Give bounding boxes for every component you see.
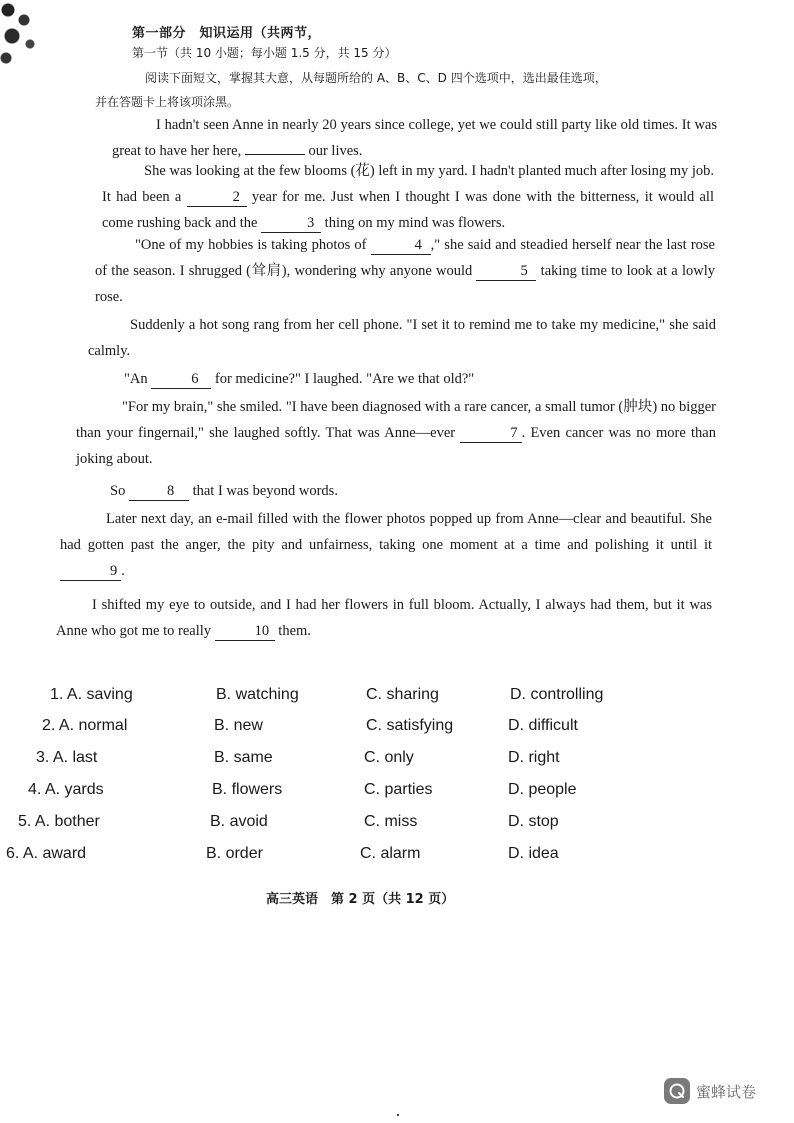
passage-paragraph (76, 394, 716, 472)
option-2-d: D. difficult (508, 717, 578, 734)
option-1-num: 1. A. saving (50, 686, 133, 703)
passage-paragraph (102, 158, 714, 236)
answer-blank: 8 (129, 482, 189, 501)
option-6-c: C. alarm (360, 845, 421, 862)
answer-blank: 5 (476, 262, 536, 281)
passage-paragraph (76, 478, 716, 504)
option-1-c: C. sharing (366, 686, 439, 703)
option-4-num: 4. A. yards (28, 781, 104, 798)
passage-text: "For my brain," she smiled. "I have been diagnosed with a rare cancer, a small tumor (肿块) no bigger than your fingernail," she laughed softly. That was Anne—ever (76, 399, 716, 441)
option-5-c: C. miss (364, 813, 418, 830)
option-3-d: D. right (508, 749, 560, 766)
option-6-b: B. order (206, 845, 263, 862)
option-1-d: D. controlling (510, 686, 604, 703)
passage-text: I shifted my eye to outside, and I had her flowers in full bloom. Actually, I always had them, but it was Anne who got me to really (56, 597, 712, 639)
option-4-b: B. flowers (212, 781, 283, 798)
option-5-b: B. avoid (210, 813, 268, 830)
subsection-heading: 第一节（共 10 小题；每小题 1.5 分，共 15 分） (132, 46, 397, 60)
answer-blank (245, 154, 305, 155)
option-3-b: B. same (214, 749, 273, 766)
passage-text: . Even cancer was no more than joking about. (76, 425, 716, 467)
passage-text: that I was beyond words. (188, 483, 338, 499)
passage-text: them. (274, 623, 311, 639)
option-5-d: D. stop (508, 813, 559, 830)
passage-paragraph (88, 312, 716, 364)
passage-paragraph (68, 112, 717, 164)
answer-blank: 2 (187, 188, 247, 207)
option-2-num: 2. A. normal (42, 717, 128, 734)
instructions-line-1: 阅读下面短文，掌握其大意，从每题所给的 A、B、C、D 四个选项中，选出最佳选项， (145, 71, 607, 85)
passage-text: I hadn't seen Anne in nearly 20 years since college, yet we could still party like old times. It was great to have her here, (112, 117, 717, 159)
passage-text: "An (124, 371, 152, 387)
option-1-b: B. watching (216, 686, 299, 703)
passage-text: for medicine?" I laughed. "Are we that old?" (211, 371, 475, 387)
passage-paragraph (60, 506, 712, 584)
passage-paragraph (88, 366, 716, 392)
passage-text: taking time to look at a lowly rose. (95, 263, 715, 305)
passage-paragraph (95, 232, 715, 310)
option-4-c: C. parties (364, 781, 433, 798)
watermark-text: 蜜蜂试卷 (696, 1082, 757, 1101)
answer-blank: 10 (215, 622, 275, 641)
passage-text: . (121, 563, 125, 579)
page-footer: 高三英语 第 2 页（共 12 页） (266, 892, 455, 907)
passage-text: Later next day, an e-mail filled with the flower photos popped up from Anne—clear and beautiful. She had gotten past the anger, the pity and unfairness, taking one moment at a time and polishing it until it (60, 511, 712, 553)
option-6-num: 6. A. award (6, 845, 87, 862)
answer-blank: 3 (261, 214, 321, 233)
passage-text: thing on my mind was flowers. (321, 215, 506, 231)
option-4-d: D. people (508, 781, 577, 798)
scan-smudge (0, 0, 48, 70)
option-2-b: B. new (214, 717, 263, 734)
passage-text: So (110, 483, 129, 499)
answer-blank: 6 (151, 370, 211, 389)
bee-logo-icon (664, 1078, 690, 1104)
passage-paragraph (56, 592, 712, 644)
option-3-c: C. only (364, 749, 414, 766)
option-6-d: D. idea (508, 845, 559, 862)
instructions-line-2: 并在答题卡上将该项涂黑。 (95, 95, 240, 109)
passage-text: year for me. Just when I thought I was done with the bitterness, it would all come rushing back and the (102, 189, 714, 231)
answer-blank: 7 (460, 424, 521, 443)
answer-blank: 9 (60, 562, 121, 581)
section-heading: 第一部分 知识运用（共两节， (132, 26, 322, 41)
option-5-num: 5. A. bother (18, 813, 100, 830)
option-3-num: 3. A. last (36, 749, 98, 766)
passage-text: "One of my hobbies is taking photos of (135, 237, 371, 253)
passage-text: Suddenly a hot song rang from her cell phone. "I set it to remind me to take my medicine," she said calmly. (88, 317, 716, 359)
option-2-c: C. satisfying (366, 717, 454, 734)
scan-dot (397, 1114, 399, 1116)
passage-text: ," she said and steadied herself near the last rose of the season. I shrugged (耸肩), wondering why anyone would (95, 237, 715, 279)
answer-blank: 4 (371, 236, 431, 255)
watermark (664, 1078, 756, 1104)
passage-text: our lives. (304, 143, 363, 159)
passage-text: She was looking at the few blooms (花) left in my yard. I hadn't planted much after losing my job. It had been a (102, 163, 715, 205)
